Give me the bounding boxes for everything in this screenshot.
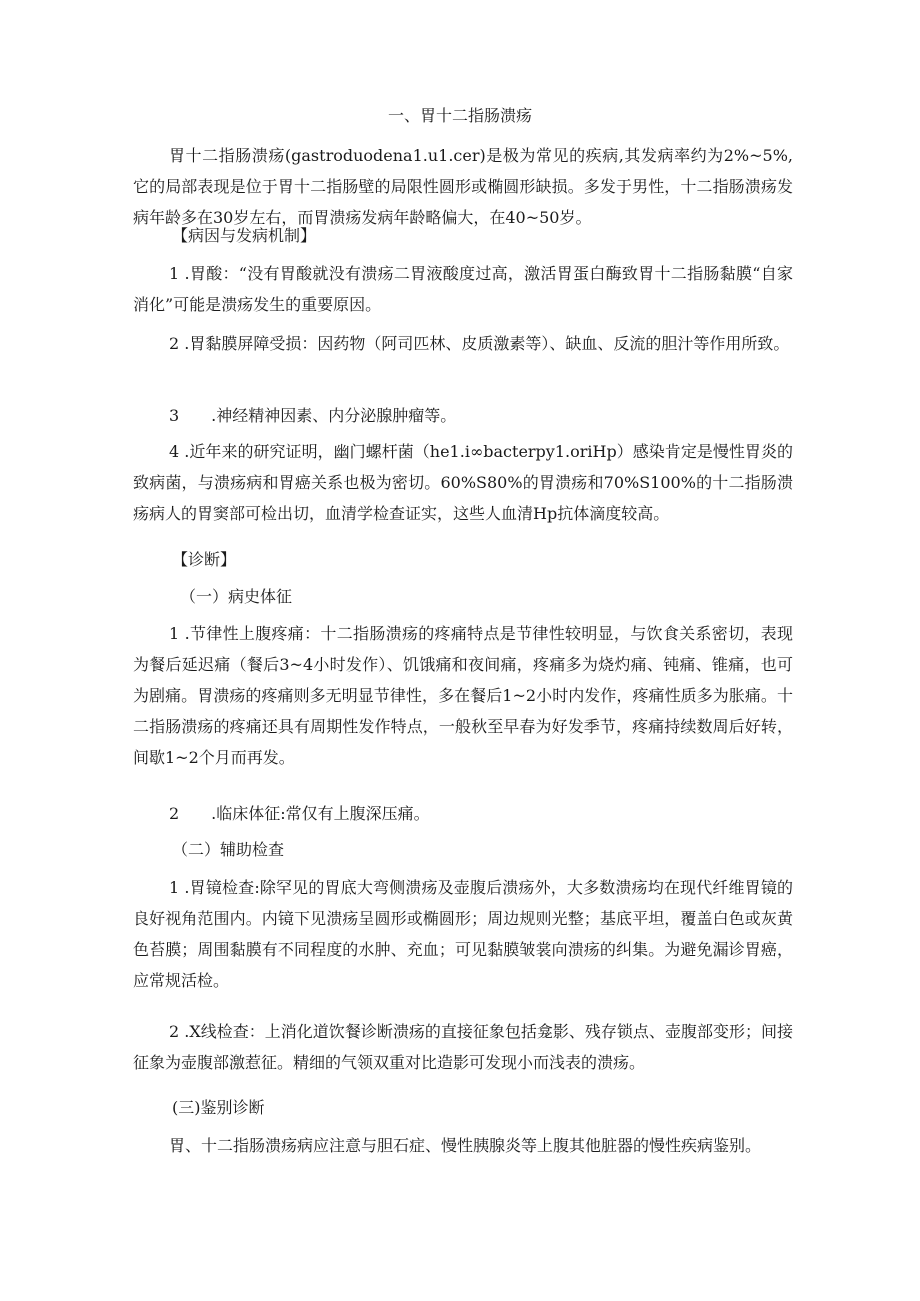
subheading-history: （一）病史体征	[180, 587, 293, 606]
auxiliary-item-2: 2 .X线检查：上消化道饮餐诊断溃疡的直接征象包括龛影、残存锁点、壶腹部变形；间接征象为壶腹部激惹征。精细的气领双重对比造影可发现小而浅表的溃疡。	[133, 1022, 793, 1072]
history-item-1: 1 .节律性上腹疼痛：十二指肠溃疡的疼痛特点是节律性较明显，与饮食关系密切，表现为餐后延迟痛（餐后3~4小时发作）、饥饿痛和夜间痛，疼痛多为烧灼痛、钝痛、锥痛，也可为剧痛。胃溃疡的疼痛则多无明显节律性，多在餐后1~2小时内发作，疼痛性质多为胀痛。十二指肠溃疡的疼痛还具有周期性发作特点，一般秋至早春为好发季节，疼痛持续数周后好转，间歇1~2个月而再发。	[133, 624, 793, 767]
auxiliary-item-1: 1 .胃镜检查:除罕见的胃底大弯侧溃疡及壶腹后溃疡外，大多数溃疡均在现代纤维胃镜的良好视角范围内。内镜下见溃疡呈圆形或椭圆形；周边规则光整；基底平坦，覆盖白色或灰黄色苔膜；周围黏膜有不同程度的水肿、充血；可见黏膜皱裳向溃疡的纠集。为避免漏诊胃癌，应常规活检。	[133, 878, 793, 990]
differential-paragraph: 胃、十二指肠溃疡病应注意与胆石症、慢性胰腺炎等上腹其他脏器的慢性疾病鉴别。	[169, 1136, 762, 1155]
etiology-item-4: 4 .近年来的研究证明，幽门螺杆菌（he1.i∞bacterpy1.oriHp）感染肯定是慢性胃炎的致病菌，与溃疡病和胃癌关系也极为密切。60%S80%的胃溃疡和70%S100%的十二指肠溃疡病人的胃窦部可检出切，血清学检查证实，这些人血清Hp抗体滴度较高。	[133, 442, 793, 523]
document-title: 一、胃十二指肠溃疡	[387, 106, 532, 125]
etiology-item-3: 3 .神经精神因素、内分泌腺肿瘤等。	[169, 406, 457, 425]
history-item-2: 2 .临床体征:常仅有上腹深压痛。	[169, 804, 430, 823]
intro-paragraph: 胃十二指肠溃疡(gastroduodena1.u1.cer)是极为常见的疾病,其发病率约为2%~5%,它的局部表现是位于胃十二指肠壁的局限性圆形或椭圆形缺损。多发于男性，十二指肠溃疡发病年龄多在30岁左右，而胃溃疡发病年龄略偏大，在40~50岁。	[133, 146, 793, 227]
etiology-item-2: 2 .胃黏膜屏障受损：因药物（阿司匹林、皮质激素等）、缺血、反流的胆汁等作用所致。	[169, 334, 790, 353]
section-heading-etiology: 【病因与发病机制】	[172, 226, 317, 245]
subheading-auxiliary: （二）辅助检查	[172, 840, 285, 859]
subheading-differential: (三)鉴别诊断	[172, 1098, 265, 1117]
section-heading-diagnosis: 【诊断】	[172, 550, 237, 569]
etiology-item-1: 1 .胃酸：“没有胃酸就没有溃疡二胃液酸度过高，激活胃蛋白酶致胃十二指肠黏膜“自家消化”可能是溃疡发生的重要原因。	[133, 264, 793, 314]
